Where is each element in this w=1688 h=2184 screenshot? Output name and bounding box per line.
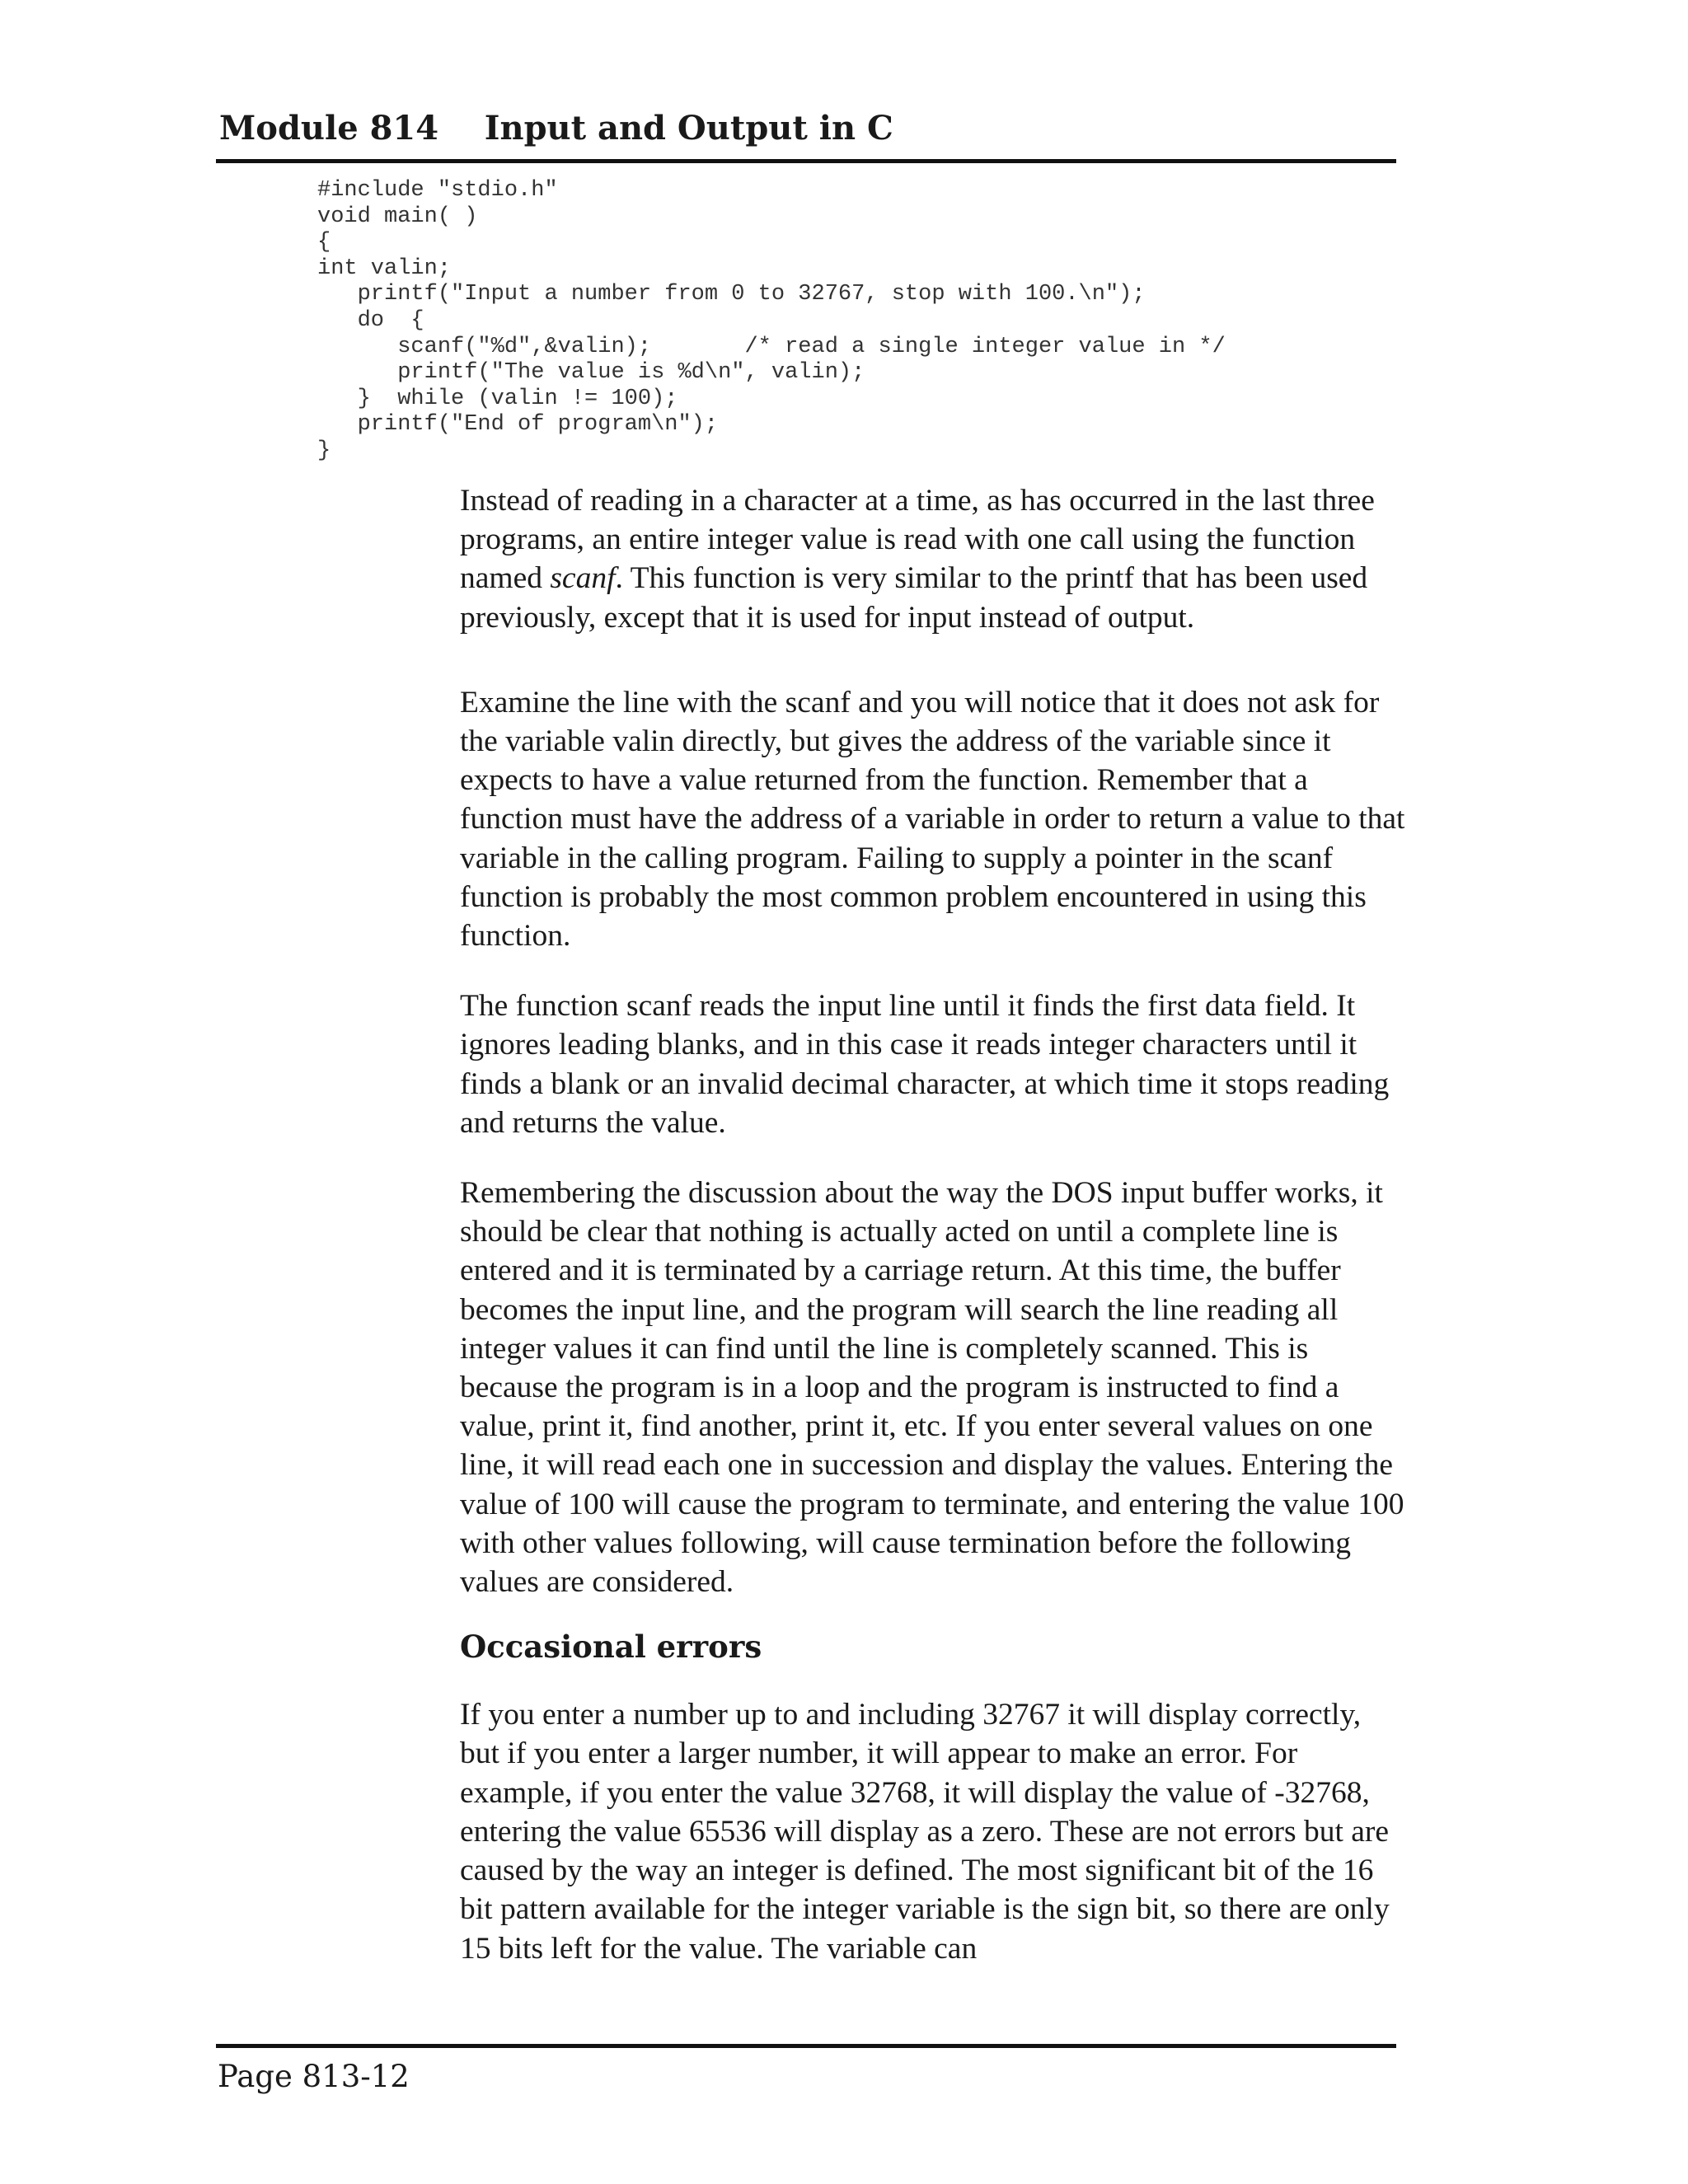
paragraph-scanf-intro (460, 481, 1408, 637)
page-header (216, 105, 1395, 162)
code-listing (317, 178, 1226, 465)
section-heading: Occasional errors (460, 1629, 762, 1666)
code-line: #include "stdio.h" (317, 178, 558, 203)
code-line: } (317, 438, 331, 463)
module-title: Module 814 Input and Output in C (219, 109, 893, 148)
code-line: printf("Input a number from 0 to 32767, stop with 100.\n"); (317, 282, 1146, 307)
code-line: int valin; (317, 255, 452, 281)
code-line: printf("End of program\n"); (317, 412, 719, 438)
paragraph-text: Instead of reading in a character at a time, as has occurred in the last three programs, an entire integer value is read with one call using the function named (460, 484, 1375, 596)
code-line: void main( ) (317, 204, 478, 229)
footer-rule (216, 2044, 1396, 2048)
code-line: } while (valin != 100); (317, 386, 678, 411)
paragraph-dos-buffer: Remembering the discussion about the way the DOS input buffer works, it should be clear that nothing is actually acted on until a complete line is entered and it is terminated by a carriage return. At this time, the buffer becomes the input line, and the program will search the line reading all integer values it can find until the line is completely scanned. This is because the program is in a loop and the program is instructed to find a value, print it, find another, print it, etc. If you enter several values on one line, it will read each one in succession and display the values. Entering the value of 100 will cause the program to terminate, and entering the value 100 with other values following, will cause termination before the following values are considered. (460, 1176, 1404, 1600)
header-rule (216, 159, 1396, 163)
paragraph-address: Examine the line with the scanf and you will notice that it does not ask for the variable valin directly, but gives the address of the variable since it expects to have a value returned from the function. Remember that a function must have the address of a variable in order to return a value to that variable in the calling program. Failing to supply a pointer in the scanf function is probably the most common problem encountered in using this function. (460, 685, 1405, 954)
code-line: scanf("%d",&valin); /* read a single integer value in */ (317, 334, 1226, 359)
code-line: { (317, 230, 331, 255)
paragraph-data-field: The function scanf reads the input line until it finds the first data field. It ignores leading blanks, and in this case it reads integer characters until it finds a blank or an invalid decimal character, at which time it stops reading and returns the value. (460, 989, 1390, 1140)
paragraph-occasional-errors: If you enter a number up to and including 32767 it will display correctly, but if you enter a larger number, it will appear to make an error. For example, if you enter the value 32768, it will display the value of -32768, entering the value 65536 will display as a zero. These are not errors but are caused by the way an integer is defined. The most significant bit of the 16 bit pattern available for the integer variable is the sign bit, so there are only 15 bits left for the value. The variable can (460, 1698, 1390, 1966)
paragraph-text: . This function is very similar to the printf that has been used previously, except that it is used for input instead of output. (460, 561, 1368, 635)
emphasis-scanf: scanf (550, 561, 616, 596)
body-text (460, 481, 1408, 1968)
page-number: Page 813-12 (218, 2059, 410, 2094)
code-line: do { (317, 307, 424, 333)
code-line: printf("The value is %d\n", valin); (317, 360, 865, 386)
